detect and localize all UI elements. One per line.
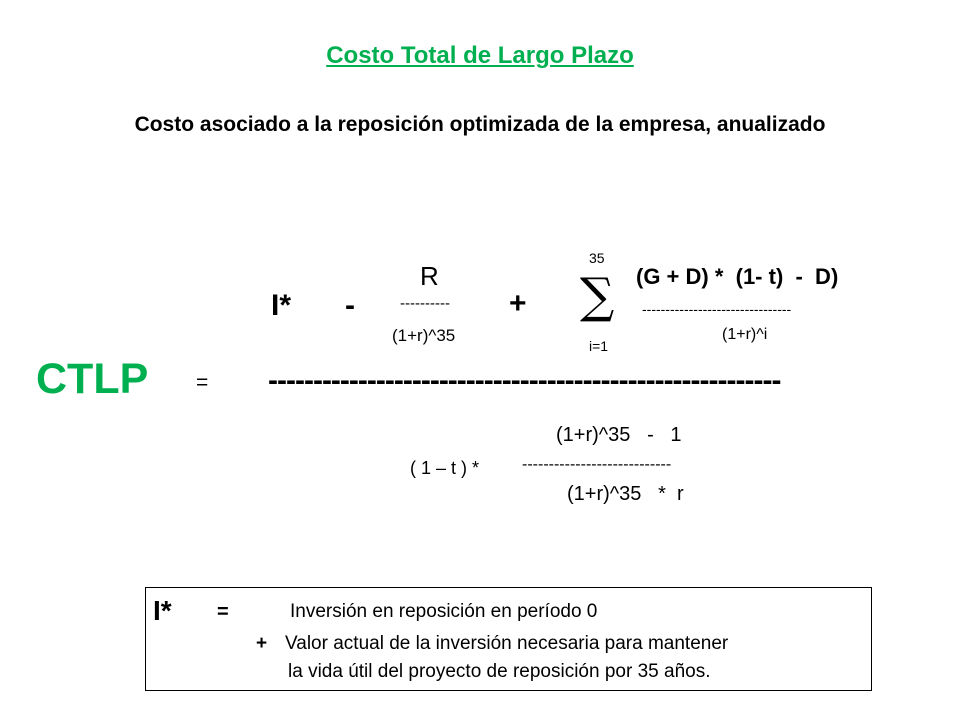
tax-factor: ( 1 – t ) * <box>410 458 480 478</box>
definition-line-1: Inversión en reposición en período 0 <box>290 601 598 622</box>
gd-fraction-numerator: (G + D) * (1- t) - D) <box>636 264 839 289</box>
plus-operator: + <box>509 287 527 320</box>
i-star-term: I* <box>271 289 292 322</box>
formula-lhs: CTLP <box>36 355 149 403</box>
r-fraction-numerator: R <box>420 261 439 291</box>
annuity-denominator: (1+r)^35 * r <box>567 483 684 505</box>
annuity-fraction-bar: ---------------------------- <box>522 456 672 473</box>
r-fraction-denominator: (1+r)^35 <box>392 326 456 345</box>
page-title: Costo Total de Largo Plazo <box>326 42 634 69</box>
sum-lower-limit: i=1 <box>589 338 609 354</box>
definition-term: I* <box>153 595 172 626</box>
main-fraction-bar: --------------------------------------------------------- <box>268 364 781 397</box>
page-subtitle: Costo asociado a la reposición optimizada de la empresa, anualizado <box>134 113 826 136</box>
minus-operator: - <box>345 289 355 322</box>
definition-plus: + <box>256 633 268 654</box>
summation-icon: ∑ <box>580 268 615 324</box>
formula-equals: = <box>196 371 209 394</box>
r-fraction-bar: ---------- <box>400 295 450 312</box>
gd-fraction-denominator: (1+r)^i <box>722 326 768 343</box>
sum-upper-limit: 35 <box>589 250 605 266</box>
definition-equals: = <box>217 601 229 623</box>
gd-fraction-bar: -------------------------------- <box>642 301 792 317</box>
definition-line-3: la vida útil del proyecto de reposición por 35 años. <box>288 661 711 682</box>
annuity-numerator: (1+r)^35 - 1 <box>556 424 682 446</box>
definition-line-2: Valor actual de la inversión necesaria para mantener <box>285 633 729 654</box>
